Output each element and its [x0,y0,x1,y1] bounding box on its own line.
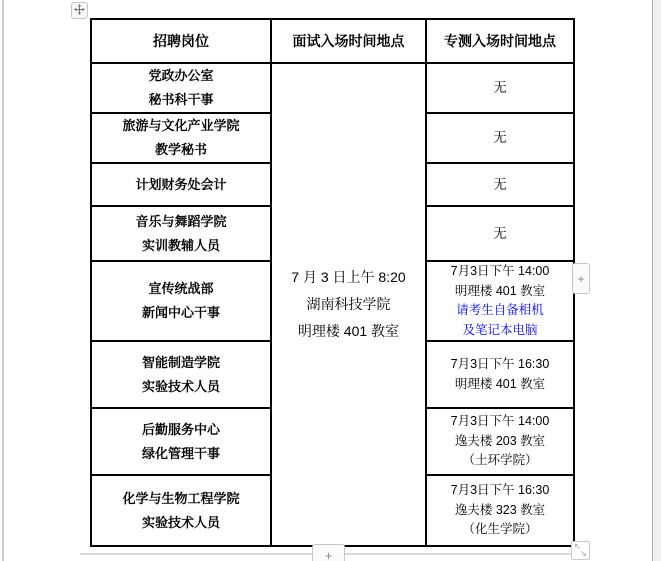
specialtest-line: 明理楼 401 教室 [454,376,546,391]
specialtest-line: 无 [493,130,507,146]
position-line: 宣传统战部 [148,281,214,296]
specialtest-line: 明理楼 401 教室 [454,283,546,298]
position-line: 新闻中心干事 [141,305,220,320]
header-specialtest-column[interactable]: 专测入场时间地点 [426,19,574,63]
position-cell[interactable] [91,408,271,475]
specialtest-line: 逸夫楼 323 教室 [454,502,546,517]
table-resize-handle[interactable] [571,541,590,560]
position-line: 旅游与文化产业学院 [122,118,240,133]
position-line: 教学秘书 [154,142,207,157]
position-line: 实训教辅人员 [141,237,220,253]
header-interview-column[interactable]: 面试入场时间地点 [271,19,426,63]
specialtest-line: 逸夫楼 203 教室 [454,433,546,448]
interview-line: 7 月 3 日上午 8:20 [291,269,406,285]
table-move-handle[interactable] [71,2,88,19]
specialtest-line: 7月3日下午 14:00 [450,264,550,278]
position-cell[interactable] [91,113,271,163]
position-line: 化学与生物工程学院 [122,490,240,506]
specialtest-cell[interactable] [426,163,574,206]
specialtest-cell[interactable] [426,475,574,546]
position-line: 党政办公室 [148,68,214,83]
specialtest-line: （化生学院） [462,522,538,537]
position-line: 计划财务处会计 [135,176,227,192]
position-cell[interactable] [91,206,271,261]
specialtest-cell[interactable] [426,261,574,341]
move-icon [74,2,85,20]
specialtest-notice-line: 及笔记本电脑 [462,322,538,337]
resize-arrow-nw-icon: ↖ [574,542,581,551]
specialtest-line: 7月3日下午 16:30 [450,357,550,371]
header-position-column[interactable]: 招聘岗位 [91,19,271,63]
insert-row-side-button[interactable] [572,263,590,294]
specialtest-notice-line: 请考生自备相机 [456,303,544,317]
interview-line: 明理楼 401 教室 [297,323,400,339]
specialtest-line: 无 [493,80,507,96]
specialtest-cell[interactable] [426,341,574,408]
specialtest-line: 7月3日下午 16:30 [450,483,550,498]
position-cell[interactable] [91,163,271,206]
position-cell[interactable] [91,261,271,341]
position-line: 秘书科干事 [148,92,214,107]
specialtest-cell[interactable] [426,113,574,163]
interview-line: 湖南科技学院 [306,296,391,312]
interview-merged-cell[interactable] [271,63,426,546]
specialtest-line: 无 [493,176,507,192]
specialtest-line: 7月3日下午 14:00 [450,414,550,429]
plus-icon: + [577,271,585,286]
recruitment-table [90,18,575,547]
position-line: 音乐与舞蹈学院 [135,213,227,229]
table-header-row [91,19,574,63]
specialtest-cell[interactable] [426,408,574,475]
page-left-edge [2,0,4,561]
window-right-strip [653,0,661,561]
table-row [91,63,574,113]
specialtest-line: 无 [493,225,507,241]
position-cell[interactable] [91,63,271,113]
position-line: 实验技术人员 [141,514,220,530]
resize-arrow-se-icon: ↘ [580,549,587,558]
specialtest-line: （土环学院） [462,453,538,468]
position-line: 绿化管理干事 [141,445,220,461]
position-cell[interactable] [91,341,271,408]
position-cell[interactable] [91,475,271,546]
specialtest-cell[interactable] [426,63,574,113]
position-line: 智能制造学院 [141,354,220,370]
position-line: 实验技术人员 [141,378,220,394]
plus-icon: + [324,547,333,561]
position-line: 后勤服务中心 [141,421,220,437]
insert-row-bottom-button[interactable] [312,544,345,561]
specialtest-cell[interactable] [426,206,574,261]
